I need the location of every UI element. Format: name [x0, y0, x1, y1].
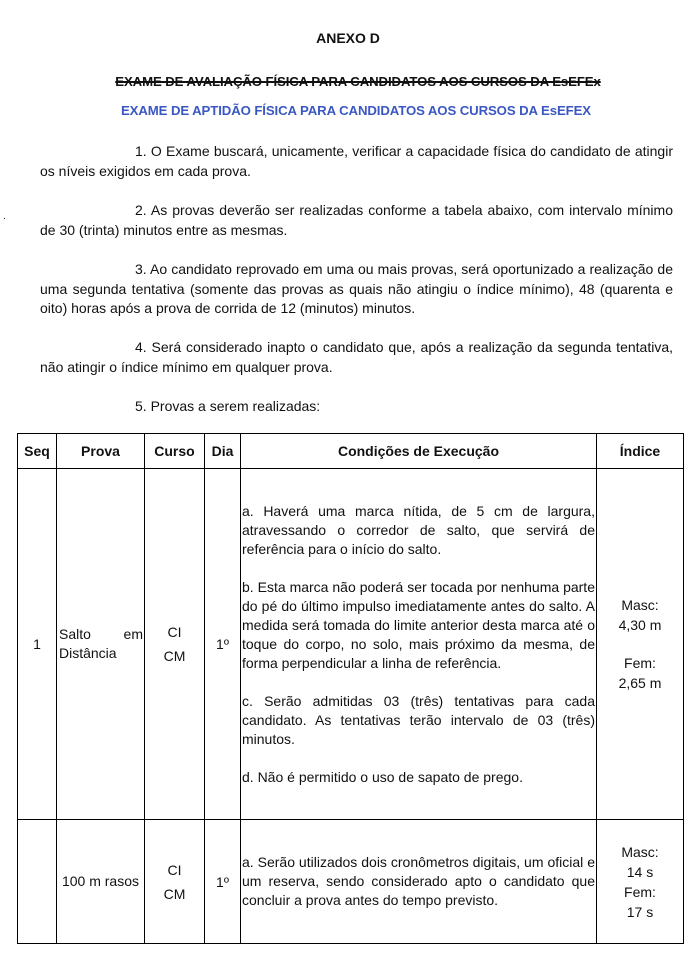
row-2-curso	[145, 820, 205, 944]
row-1-prova: Salto em Distância	[57, 469, 145, 820]
paragraph-4-text: 4. Será considerado inapto o candidato que, após a realização da segunda tentativa, não atingir o índice mínimo em qualquer prova.	[40, 339, 673, 375]
header-seq: Seq	[18, 434, 57, 469]
row-2-dia: 1º	[205, 820, 241, 944]
row-1-curso-cm: CM	[163, 648, 186, 664]
paragraph-5-text: 5. Provas a serem realizadas:	[135, 398, 321, 414]
row-2-curso-cm: CM	[163, 885, 186, 902]
row-1-masc-label: Masc:	[621, 597, 659, 613]
row-1-fem-value: 2,65 m	[618, 675, 662, 691]
row-2-condition-a: a. Serão utilizados dois cronômetros digitais, um oficial e um reserva, sendo considerado apto o candidato que concluir a prova antes do tempo previsto.	[242, 854, 595, 908]
row-1-dia: 1º	[205, 469, 241, 820]
header-condicoes: Condições de Execução	[241, 434, 597, 469]
header-prova: Prova	[57, 434, 145, 469]
annex-title: ANEXO D	[316, 30, 380, 46]
row-1-condition-d: d. Não é permitido o uso de sapato de prego.	[242, 768, 523, 785]
row-2-prova: 100 m rasos	[57, 820, 145, 944]
row-1-seq: 1	[18, 469, 57, 820]
paragraph-5	[40, 397, 673, 417]
header-indice: Índice	[597, 434, 684, 469]
paragraph-2	[40, 201, 673, 240]
row-2-condicoes	[241, 820, 597, 944]
margin-mark: .	[3, 211, 6, 222]
row-2-fem-value: 17 s	[626, 903, 654, 920]
struck-title: EXAME DE AVALIAÇÃO FÍSICA PARA CANDIDATOS AOS CURSOS DA EsEFEx	[115, 74, 601, 89]
row-1-curso-ci: CI	[167, 624, 182, 640]
provas-table	[17, 433, 684, 944]
row-1-condicoes	[241, 469, 597, 820]
row-1-curso	[145, 469, 205, 820]
header-dia: Dia	[205, 434, 241, 469]
row-1-indice	[597, 469, 684, 820]
row-2-masc-label: Masc:	[621, 843, 659, 860]
paragraph-4	[40, 338, 673, 377]
paragraph-3	[40, 260, 673, 319]
row-1-condition-a: a. Haverá uma marca nítida, de 5 cm de largura, atravessando o corredor de salto, que servirá de referência para o início do salto.	[242, 502, 595, 557]
row-2-fem-label: Fem:	[624, 883, 656, 900]
table-row	[18, 820, 684, 944]
row-2-masc-value: 14 s	[626, 863, 654, 880]
header-curso: Curso	[145, 434, 205, 469]
row-2-curso-ci: CI	[167, 861, 182, 878]
row-1-condition-b: b. Esta marca não poderá ser tocada por nenhuma parte do pé do último impulso imediatamente antes do salto. A medida será tomada do limite anterior desta marca até o toque do corpo, no solo, mais próximo da mesma, de forma perpendicular a linha de referência.	[242, 578, 595, 671]
row-2-seq	[18, 820, 57, 944]
paragraph-1-text: 1. O Exame buscará, unicamente, verificar a capacidade física do candidato de atingir os níveis exigidos em cada prova.	[40, 143, 673, 179]
row-1-fem-label: Fem:	[624, 655, 656, 671]
paragraph-1	[40, 142, 673, 181]
table-row	[18, 469, 684, 820]
table-header-row	[18, 434, 684, 469]
row-2-indice	[597, 820, 684, 944]
row-1-masc-value: 4,30 m	[618, 617, 662, 633]
document-title: EXAME DE APTIDÃO FÍSICA PARA CANDIDATOS AOS CURSOS DA EsEFEX	[120, 103, 591, 118]
paragraph-2-text: 2. As provas deverão ser realizadas conforme a tabela abaixo, com intervalo mínimo de 30 (trinta) minutos entre as mesmas.	[40, 202, 673, 238]
row-1-condition-c: c. Serão admitidas 03 (três) tentativas para cada candidato. As tentativas terão intervalo de 03 (três) minutos.	[242, 692, 595, 747]
paragraph-3-text: 3. Ao candidato reprovado em uma ou mais provas, será oportunizado a realização de uma segunda tentativa (somente das provas as quais não atingiu o índice mínimo), 48 (quarenta e oito) horas após a prova de corrida de 12 (minutos) minutos.	[40, 261, 673, 316]
